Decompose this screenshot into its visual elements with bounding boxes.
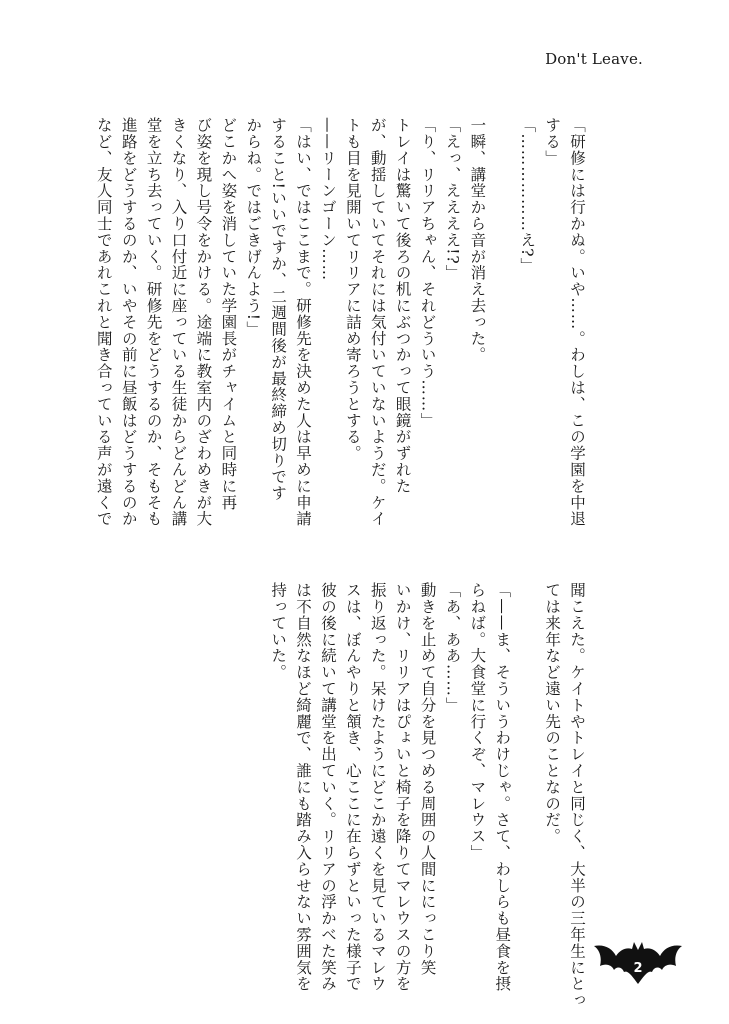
text-line: からね。ではごきげんよう!」 xyxy=(244,117,263,338)
text-line: 動きを止めて自分を見つめる周囲の人間ににっこり笑 xyxy=(418,582,437,976)
text-line: 彼の後に続いて講堂を出ていく。リリアの浮かべた笑み xyxy=(318,582,337,992)
text-line: 進路をどうするのか、いやその前に昼飯はどうするのか xyxy=(119,117,138,527)
text-line: 聞こえた。ケイトやトレイと同じく、大半の三年生にとっ xyxy=(568,582,586,1009)
text-line: 「り、リリアちゃん、それどういう……」 xyxy=(418,117,437,429)
text-block-lower xyxy=(265,582,589,1009)
text-line: トレイは驚いて後ろの机にぶつかって眼鏡がずれた xyxy=(393,117,412,495)
text-line: は不自然なほど綺麗で、誰にも踏み入らせない雰囲気を xyxy=(294,582,313,992)
text-line: 「あ、ああ……」 xyxy=(443,582,462,714)
text-line: 「はい、ではここまで。研修先を決めた人は早めに申請 xyxy=(294,117,313,527)
text-line: いかけ、リリアはぴょいと椅子を降りてマレウスの方を xyxy=(393,582,412,992)
text-line: スは、ぼんやりと頷き、心ここに在らずといった様子で xyxy=(343,582,362,992)
text-line: ては来年など遠い先のことなのだ。 xyxy=(543,582,562,845)
text-line: きくなり、入り口付近に座っている生徒からどんどん講 xyxy=(169,117,188,527)
text-line: すること!いいですか、二週間後が最終締め切りです xyxy=(269,117,288,502)
bat-icon xyxy=(592,938,684,988)
page-number-ornament xyxy=(592,938,684,988)
running-header: Don't Leave. xyxy=(545,50,643,68)
text-line: 持っていた。 xyxy=(269,582,288,681)
text-line: らねば。大食堂に行くぞ、マレウス」 xyxy=(468,582,487,861)
text-line: 堂を立ち去っていく。研修先をどうするのか、そもそも xyxy=(144,117,163,527)
blank-line xyxy=(489,117,514,517)
text-line: 一瞬、講堂から音が消え去った。 xyxy=(468,117,487,363)
text-line: 「研修には行かぬ。いや……。わしは、この学園を中退 xyxy=(568,117,586,527)
text-block-upper xyxy=(91,117,589,527)
text-line: び姿を現し号令をかける。途端に教室内のざわめきが大 xyxy=(194,117,213,527)
page-number: 2 xyxy=(633,961,643,976)
text-line: が、動揺していてそれには気付いていないようだ。ケイ xyxy=(368,117,387,527)
text-line: 「えっ、ええええ!?」 xyxy=(443,117,462,281)
text-line: ——リーンゴーン…… xyxy=(318,117,337,281)
text-line: どこかへ姿を消していた学園長がチャイムと同時に再 xyxy=(219,117,238,511)
blank-line xyxy=(514,582,539,982)
text-line: など、友人同士であれこれと聞き合っている声が遠くで xyxy=(94,117,113,527)
text-line: トも目を見開いてリリアに詰め寄ろうとする。 xyxy=(343,117,362,462)
text-line: 「——ま、そういうわけじゃ。さて、わしらも昼食を摂 xyxy=(493,582,512,992)
text-line: する」 xyxy=(543,117,562,167)
text-line: 「………………え?」 xyxy=(518,117,537,274)
text-line: 振り返った。呆けたようにどこか遠くを見ているマレウ xyxy=(368,582,387,992)
